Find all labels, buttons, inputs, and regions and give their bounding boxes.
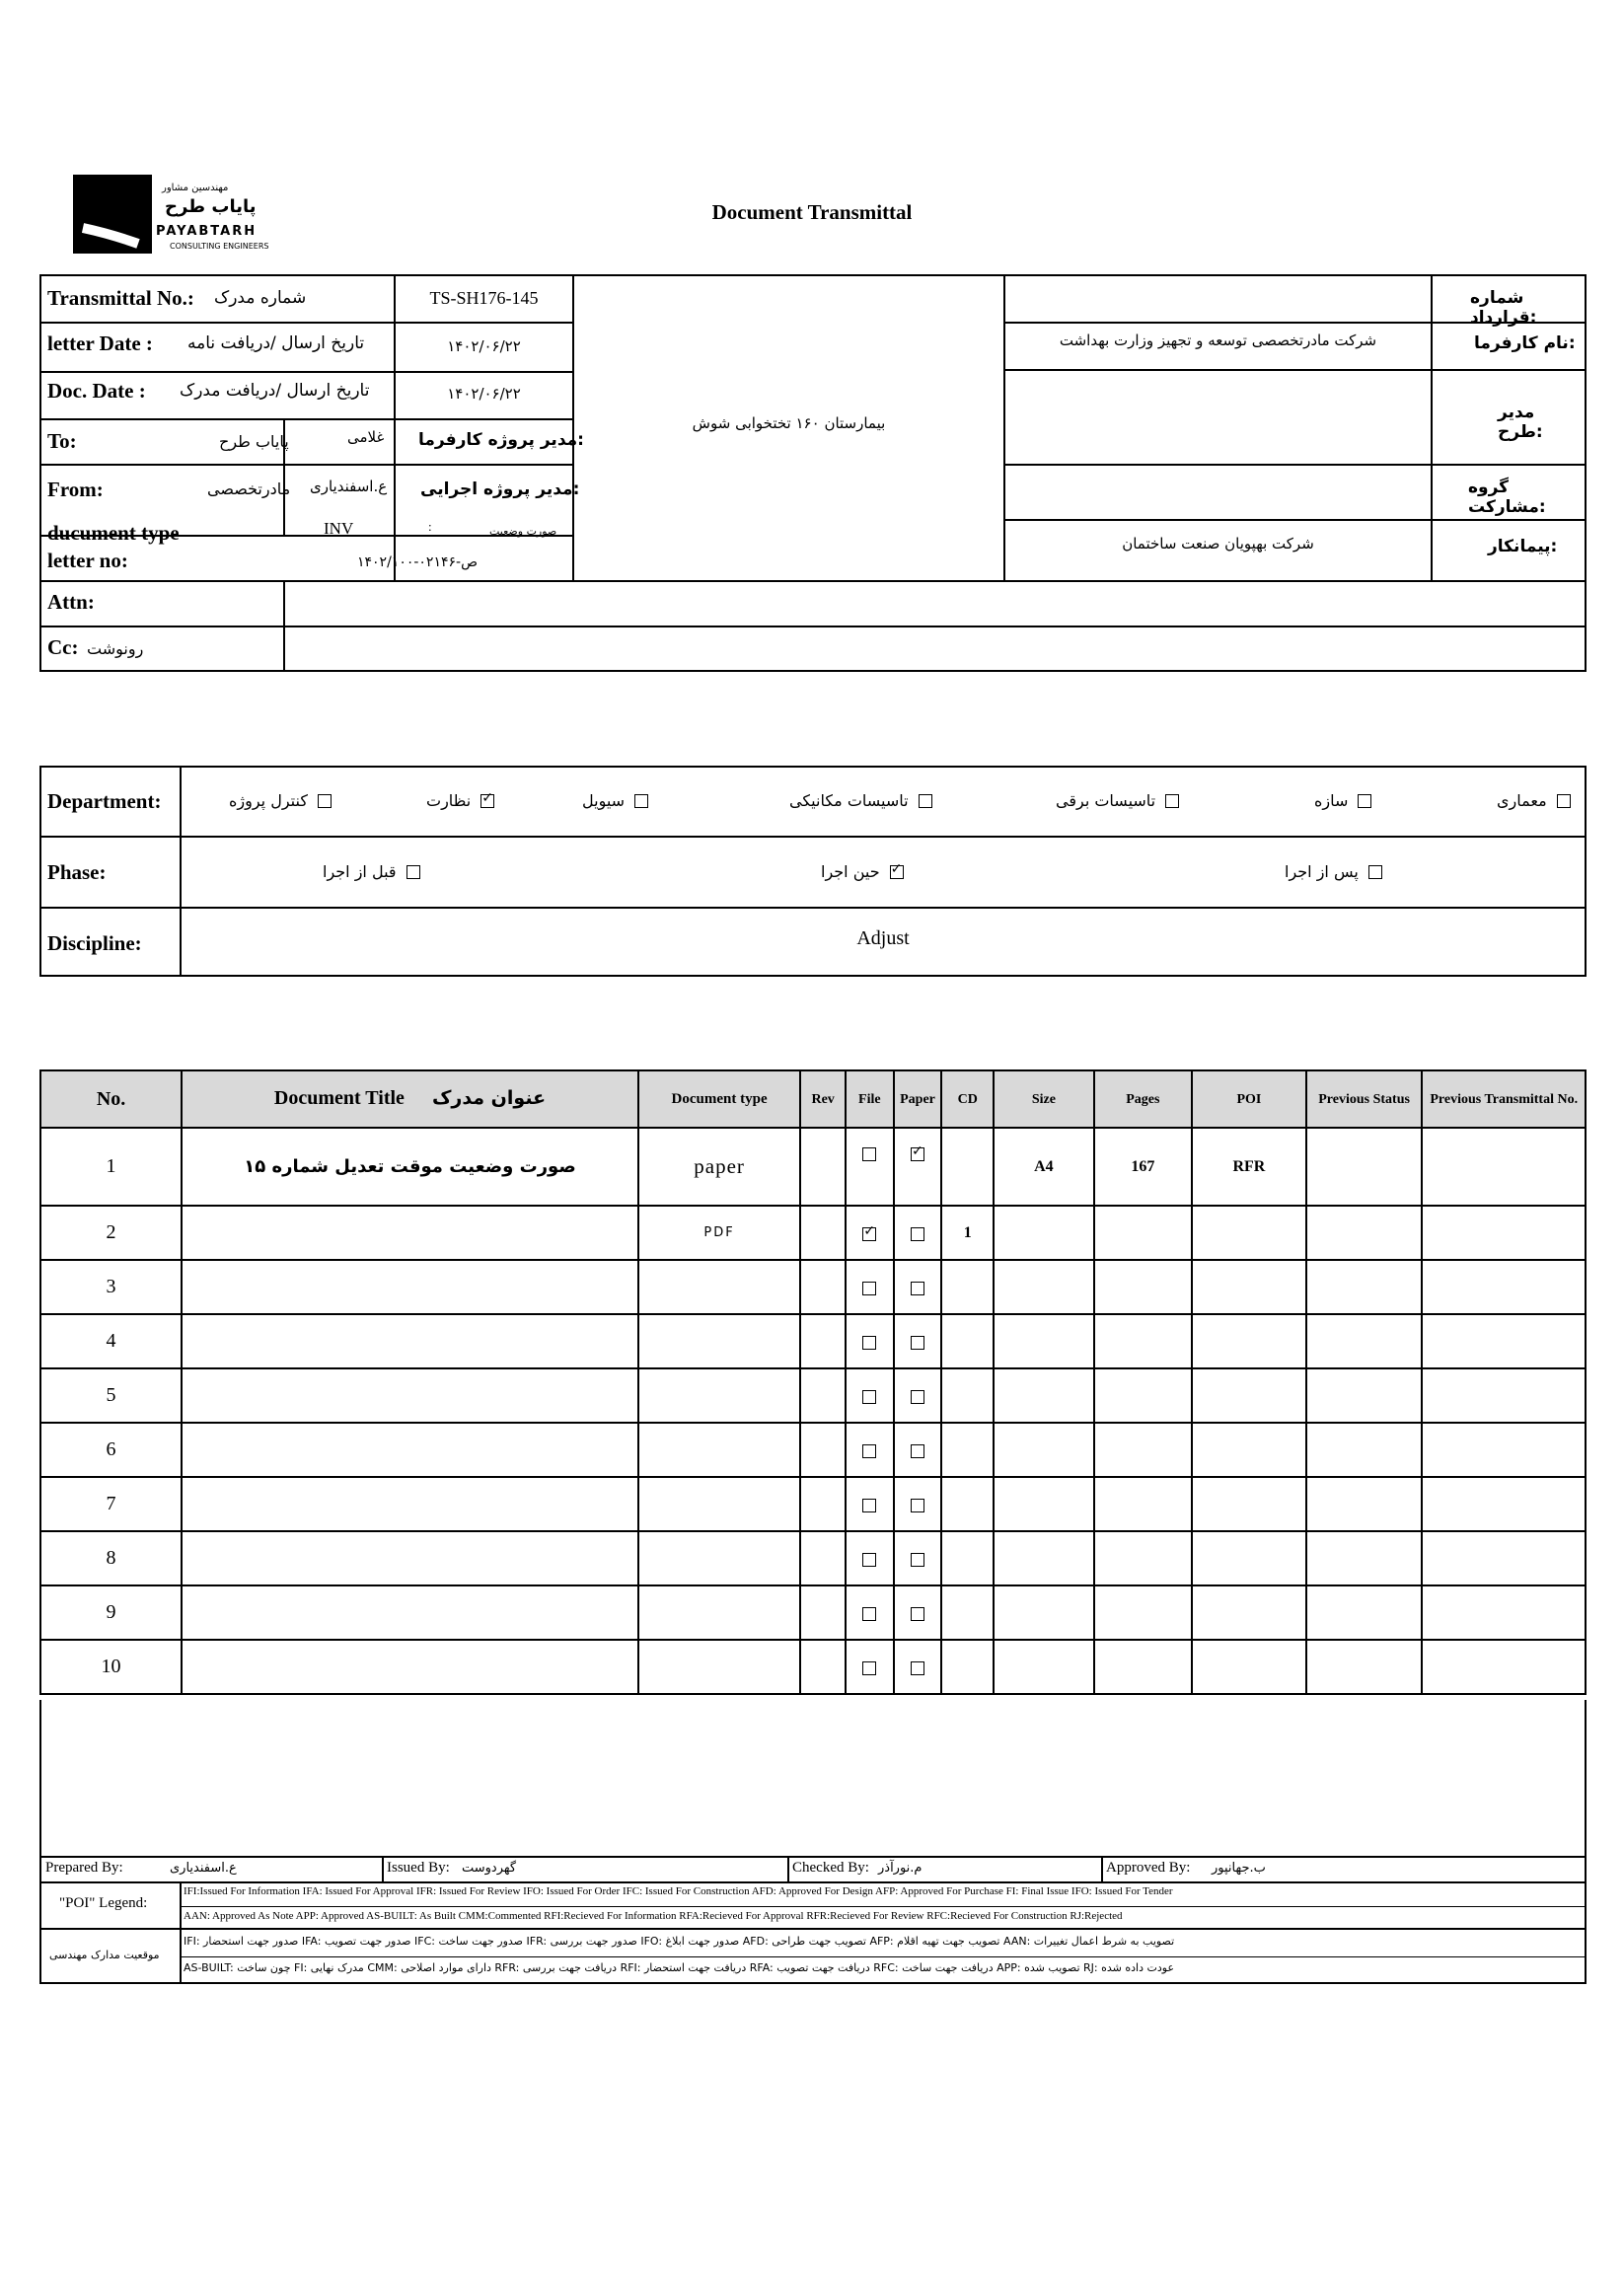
row-poi xyxy=(1192,1314,1306,1368)
row-title xyxy=(182,1260,638,1314)
employer-label: نام کارفرما: xyxy=(1474,333,1576,353)
row-cd xyxy=(941,1128,994,1206)
doc-type-label: ducument type xyxy=(47,521,180,545)
phase-option[interactable] xyxy=(323,862,420,881)
row-cd xyxy=(941,1260,994,1314)
row-size xyxy=(994,1477,1093,1531)
row-paper xyxy=(894,1640,942,1694)
letter-no-value: ۱۴۰۲/۱۰۰-ص-۰۲۱۴۶ xyxy=(357,554,478,570)
approved-by-label: Approved By: xyxy=(1106,1860,1191,1876)
row-paper xyxy=(894,1423,942,1477)
col-rev: Rev xyxy=(800,1070,846,1128)
status-legend-line-2: AS-BUILT: چون ساخت FI: مدرک نهایی CMM: دارای موارد اصلاحی RFR: دریافت جهت بررسی RFI: دریافت جهت استحضار RFA: دریافت جهت تصویب RFC: دریافت جهت ساخت APP: تصویب شده RJ: عودت داده شده xyxy=(184,1961,1175,1974)
transmittal-no-label-en: Transmittal No.: xyxy=(47,286,194,310)
row-paper xyxy=(894,1368,942,1423)
row-rev xyxy=(800,1640,846,1694)
department-checkbox[interactable] xyxy=(634,794,648,808)
from-value: مادرتخصصی xyxy=(207,479,291,498)
doc-date-label-en: Doc. Date : xyxy=(47,379,146,403)
row-prev-status xyxy=(1306,1531,1423,1585)
row-no: 9 xyxy=(40,1585,182,1640)
row-paper xyxy=(894,1128,942,1206)
row-prev-status xyxy=(1306,1477,1423,1531)
exec-pm-name: ع.اسفندیاری xyxy=(310,478,388,495)
footer-frame xyxy=(39,1856,1587,1984)
phase-checkbox[interactable] xyxy=(406,865,420,879)
department-option-label: تاسیسات برقی xyxy=(1056,791,1156,810)
file-checkbox[interactable] xyxy=(862,1499,876,1512)
row-doc-type xyxy=(638,1314,800,1368)
doc-date-label-fa: تاریخ ارسال /دریافت مدرک xyxy=(180,381,370,401)
row-doc-type xyxy=(638,1531,800,1585)
row-pages xyxy=(1094,1640,1192,1694)
poi-legend-line-1: IFI:Issued For Information IFA: Issued For Approval IFR: Issued For Review IFO: Issued For Order IFC: Issued For Construction AFD: Approved For Design AFP: Approved For Purchase FI: Final Issue IFO: Issued For Tender xyxy=(184,1885,1173,1897)
row-rev xyxy=(800,1128,846,1206)
department-checkbox[interactable] xyxy=(919,794,932,808)
logo-name-en: PAYABTARH xyxy=(156,224,258,239)
department-option[interactable] xyxy=(1497,791,1571,810)
row-file xyxy=(846,1260,894,1314)
row-doc-type xyxy=(638,1423,800,1477)
row-prev-transmittal xyxy=(1422,1128,1586,1206)
row-title xyxy=(182,1585,638,1640)
row-no: 3 xyxy=(40,1260,182,1314)
row-paper xyxy=(894,1260,942,1314)
paper-checkbox[interactable] xyxy=(911,1499,924,1512)
row-doc-type: paper xyxy=(638,1128,800,1206)
file-checkbox[interactable] xyxy=(862,1390,876,1404)
document-title: Document Transmittal xyxy=(711,200,913,224)
department-option-label: کنترل پروژه xyxy=(229,791,308,810)
row-pages xyxy=(1094,1368,1192,1423)
doc-type-colon: : xyxy=(428,519,432,534)
department-option[interactable] xyxy=(1056,791,1179,810)
row-prev-transmittal xyxy=(1422,1206,1586,1260)
row-size xyxy=(994,1314,1093,1368)
row-poi xyxy=(1192,1423,1306,1477)
table-row xyxy=(40,1368,1586,1423)
file-checkbox[interactable] xyxy=(862,1282,876,1295)
phase-option[interactable] xyxy=(1285,862,1382,881)
prepared-by: Prepared By: xyxy=(45,1860,123,1876)
phase-option[interactable] xyxy=(821,862,904,881)
file-checkbox[interactable] xyxy=(862,1553,876,1567)
row-rev xyxy=(800,1368,846,1423)
logo-subtitle: مهندسین مشاور xyxy=(162,183,229,193)
row-size xyxy=(994,1640,1093,1694)
row-prev-transmittal xyxy=(1422,1640,1586,1694)
row-title xyxy=(182,1531,638,1585)
file-checkbox[interactable] xyxy=(862,1147,876,1161)
status-legend-label: موقعیت مدارک مهندسی xyxy=(49,1949,160,1961)
cc-label-en: Cc: xyxy=(47,635,79,659)
row-prev-status xyxy=(1306,1260,1423,1314)
doc-type-value: INV xyxy=(324,519,354,538)
col-no: No. xyxy=(40,1070,182,1128)
classification-frame xyxy=(39,766,1587,977)
row-cd xyxy=(941,1477,994,1531)
row-file xyxy=(846,1640,894,1694)
row-size xyxy=(994,1260,1093,1314)
col-doc-type: Document type xyxy=(638,1070,800,1128)
attn-field[interactable] xyxy=(285,584,1585,626)
department-checkbox[interactable] xyxy=(480,794,494,808)
col-cd: CD xyxy=(941,1070,994,1128)
row-file xyxy=(846,1206,894,1260)
file-checkbox[interactable] xyxy=(862,1661,876,1675)
discipline-value: Adjust xyxy=(856,927,910,949)
documents-table xyxy=(39,1069,1587,1695)
from-label: From: xyxy=(47,478,104,501)
to-value: پایاب طرح xyxy=(219,432,289,451)
row-paper xyxy=(894,1206,942,1260)
col-pages: Pages xyxy=(1094,1070,1192,1128)
row-title xyxy=(182,1423,638,1477)
logo-tagline: CONSULTING ENGINEERS xyxy=(170,242,269,251)
col-poi: POI xyxy=(1192,1070,1306,1128)
employer-value: شرکت مادرتخصصی توسعه و تجهیز وزارت بهداشت xyxy=(1059,332,1377,349)
row-prev-status xyxy=(1306,1423,1423,1477)
row-no: 7 xyxy=(40,1477,182,1531)
table-header-row xyxy=(40,1070,1586,1128)
paper-checkbox[interactable] xyxy=(911,1336,924,1350)
approved-by-name: ب.جهانپور xyxy=(1212,1861,1266,1876)
letter-date-value: ۱۴۰۲/۰۶/۲۲ xyxy=(447,337,521,355)
row-pages: 167 xyxy=(1094,1128,1192,1206)
department-option-label: سیویل xyxy=(582,791,626,810)
row-cd xyxy=(941,1423,994,1477)
table-row xyxy=(40,1640,1586,1694)
row-pages xyxy=(1094,1260,1192,1314)
row-poi xyxy=(1192,1368,1306,1423)
file-checkbox[interactable] xyxy=(862,1444,876,1458)
row-prev-status xyxy=(1306,1206,1423,1260)
row-prev-status xyxy=(1306,1128,1423,1206)
col-size: Size xyxy=(994,1070,1093,1128)
department-option-label: تاسیسات مکانیکی xyxy=(789,791,909,810)
row-title xyxy=(182,1640,638,1694)
row-file xyxy=(846,1314,894,1368)
notes-area xyxy=(39,1700,1587,1858)
row-file xyxy=(846,1128,894,1206)
designer-label: مدیر طرح: xyxy=(1498,403,1543,442)
row-no: 6 xyxy=(40,1423,182,1477)
row-poi xyxy=(1192,1477,1306,1531)
row-doc-type xyxy=(638,1260,800,1314)
file-checkbox[interactable] xyxy=(862,1227,876,1241)
row-poi xyxy=(1192,1585,1306,1640)
cc-label-fa: رونوشت xyxy=(87,639,144,658)
row-doc-type xyxy=(638,1640,800,1694)
row-rev xyxy=(800,1477,846,1531)
row-cd: 1 xyxy=(941,1206,994,1260)
row-file xyxy=(846,1531,894,1585)
cc-field[interactable] xyxy=(285,629,1585,670)
row-prev-transmittal xyxy=(1422,1585,1586,1640)
transmittal-no-label-fa: شماره مدرک xyxy=(214,288,307,308)
department-option[interactable] xyxy=(229,791,332,810)
poi-legend-line-2: AAN: Approved As Note APP: Approved AS-BUILT: As Built CMM:Commented RFI:Recieved For Information RFA:Recieved For Approval RFR:Recieved For Review RFC:Recieved For Construction RJ:Rejected xyxy=(184,1910,1123,1922)
paper-checkbox[interactable] xyxy=(911,1227,924,1241)
table-row xyxy=(40,1206,1586,1260)
row-no: 1 xyxy=(40,1128,182,1206)
row-cd xyxy=(941,1531,994,1585)
row-paper xyxy=(894,1477,942,1531)
table-row xyxy=(40,1477,1586,1531)
paper-checkbox[interactable] xyxy=(911,1147,924,1161)
phase-option-label: قبل از اجرا xyxy=(323,862,397,881)
paper-checkbox[interactable] xyxy=(911,1444,924,1458)
issued-by-label: Issued By: xyxy=(387,1860,450,1876)
row-pages xyxy=(1094,1423,1192,1477)
row-prev-transmittal xyxy=(1422,1314,1586,1368)
department-checkbox[interactable] xyxy=(1557,794,1571,808)
contractor-value: شرکت بهپویان صنعت ساختمان xyxy=(1122,535,1314,553)
phase-checkbox[interactable] xyxy=(1368,865,1382,879)
doc-date-value: ۱۴۰۲/۰۶/۲۲ xyxy=(447,385,521,403)
doc-type-fa: صورت وضعیت xyxy=(489,525,557,538)
discipline-label: Discipline: xyxy=(47,931,142,955)
row-paper xyxy=(894,1531,942,1585)
row-size xyxy=(994,1585,1093,1640)
table-row xyxy=(40,1260,1586,1314)
row-rev xyxy=(800,1260,846,1314)
row-doc-type xyxy=(638,1477,800,1531)
row-title xyxy=(182,1368,638,1423)
department-option-label: معماری xyxy=(1497,791,1547,810)
row-size xyxy=(994,1368,1093,1423)
paper-checkbox[interactable] xyxy=(911,1607,924,1621)
row-poi: RFR xyxy=(1192,1128,1306,1206)
table-row xyxy=(40,1423,1586,1477)
table-row xyxy=(40,1531,1586,1585)
col-paper: Paper xyxy=(894,1070,942,1128)
row-title xyxy=(182,1477,638,1531)
row-prev-transmittal xyxy=(1422,1423,1586,1477)
row-pages xyxy=(1094,1314,1192,1368)
row-rev xyxy=(800,1314,846,1368)
paper-checkbox[interactable] xyxy=(911,1553,924,1567)
row-prev-transmittal xyxy=(1422,1477,1586,1531)
row-rev xyxy=(800,1423,846,1477)
department-option[interactable] xyxy=(582,791,648,810)
row-rev xyxy=(800,1531,846,1585)
row-pages xyxy=(1094,1206,1192,1260)
row-no: 5 xyxy=(40,1368,182,1423)
row-cd xyxy=(941,1640,994,1694)
row-prev-transmittal xyxy=(1422,1368,1586,1423)
paper-checkbox[interactable] xyxy=(911,1282,924,1295)
row-cd xyxy=(941,1368,994,1423)
row-doc-type xyxy=(638,1585,800,1640)
letter-date-label-fa: تاریخ ارسال /دریافت نامه xyxy=(187,333,365,353)
col-file: File xyxy=(846,1070,894,1128)
row-size: A4 xyxy=(994,1128,1093,1206)
table-row xyxy=(40,1585,1586,1640)
row-paper xyxy=(894,1314,942,1368)
file-checkbox[interactable] xyxy=(862,1336,876,1350)
row-no: 2 xyxy=(40,1206,182,1260)
row-doc-type xyxy=(638,1368,800,1423)
department-checkbox[interactable] xyxy=(1358,794,1371,808)
row-pages xyxy=(1094,1531,1192,1585)
col-prev-status: Previous Status xyxy=(1306,1070,1423,1128)
department-option-label: نظارت xyxy=(426,791,472,810)
attn-label: Attn: xyxy=(47,590,95,614)
row-title: صورت وضعیت موقت تعدیل شماره ۱۵ xyxy=(182,1128,638,1206)
checked-by-name: م.نورآذر xyxy=(878,1861,923,1876)
row-prev-status xyxy=(1306,1585,1423,1640)
letter-no-label: letter no: xyxy=(47,549,128,572)
row-prev-status xyxy=(1306,1640,1423,1694)
prepared-by-name: ع.اسفندیاری xyxy=(170,1861,237,1876)
department-option[interactable] xyxy=(789,791,932,810)
employer-pm-name: غلامی xyxy=(347,428,385,446)
row-paper xyxy=(894,1585,942,1640)
row-cd xyxy=(941,1314,994,1368)
poi-legend-label: "POI" Legend: xyxy=(59,1895,148,1911)
project-name: بیمارستان ۱۶۰ تختخوابی شوش xyxy=(692,414,886,432)
table-row xyxy=(40,1128,1586,1206)
row-poi xyxy=(1192,1260,1306,1314)
phase-option-label: حین اجرا xyxy=(821,862,880,881)
contract-no-label: شماره قرارداد: xyxy=(1470,288,1537,328)
row-prev-transmittal xyxy=(1422,1531,1586,1585)
row-poi xyxy=(1192,1640,1306,1694)
row-rev xyxy=(800,1206,846,1260)
row-no: 4 xyxy=(40,1314,182,1368)
department-checkbox[interactable] xyxy=(1165,794,1179,808)
row-doc-type: PDF xyxy=(638,1206,800,1260)
col-prev-transmittal: Previous Transmittal No. xyxy=(1422,1070,1586,1128)
department-option-label: سازه xyxy=(1314,791,1349,810)
issued-by-name: گهردوست xyxy=(462,1861,517,1876)
department-label: Department: xyxy=(47,789,162,813)
phase-checkbox[interactable] xyxy=(890,865,904,879)
paper-checkbox[interactable] xyxy=(911,1390,924,1404)
row-prev-status xyxy=(1306,1368,1423,1423)
row-file xyxy=(846,1368,894,1423)
table-row xyxy=(40,1314,1586,1368)
phase-label: Phase: xyxy=(47,860,107,884)
row-prev-status xyxy=(1306,1314,1423,1368)
employer-pm-label: مدیر پروژه کارفرما: xyxy=(418,430,584,450)
header-frame xyxy=(39,274,1587,672)
transmittal-no-value: TS-SH176-145 xyxy=(429,288,539,308)
status-legend-line-1: IFI: صدور جهت استحضار IFA: صدور جهت تصویب IFC: صدور جهت ساخت IFR: صدور جهت بررسی IFO: صدور جهت ابلاغ AFD: تصویب جهت طراحی AFP: تصویب جهت تهیه اقلام AAN: تصویب به شرط اعمال تغییرات xyxy=(184,1935,1175,1948)
paper-checkbox[interactable] xyxy=(911,1661,924,1675)
row-size xyxy=(994,1206,1093,1260)
row-size xyxy=(994,1531,1093,1585)
row-pages xyxy=(1094,1585,1192,1640)
partnership-label: گروه مشارکت: xyxy=(1468,478,1546,517)
letter-date-label-en: letter Date : xyxy=(47,332,153,355)
row-rev xyxy=(800,1585,846,1640)
row-file xyxy=(846,1423,894,1477)
checked-by-label: Checked By: xyxy=(792,1860,869,1876)
department-option[interactable] xyxy=(426,791,494,810)
row-file xyxy=(846,1477,894,1531)
department-checkbox[interactable] xyxy=(318,794,332,808)
row-no: 8 xyxy=(40,1531,182,1585)
col-title: Document Title عنوان مدرک xyxy=(182,1070,638,1128)
logo-name-fa: پایاب طرح xyxy=(165,196,257,217)
row-no: 10 xyxy=(40,1640,182,1694)
row-file xyxy=(846,1585,894,1640)
row-prev-transmittal xyxy=(1422,1260,1586,1314)
phase-option-label: پس از اجرا xyxy=(1285,862,1359,881)
row-poi xyxy=(1192,1531,1306,1585)
contractor-label: پیمانکار: xyxy=(1488,537,1558,556)
row-title xyxy=(182,1206,638,1260)
to-label: To: xyxy=(47,429,77,453)
department-option[interactable] xyxy=(1314,791,1371,810)
file-checkbox[interactable] xyxy=(862,1607,876,1621)
row-pages xyxy=(1094,1477,1192,1531)
row-size xyxy=(994,1423,1093,1477)
row-cd xyxy=(941,1585,994,1640)
row-poi xyxy=(1192,1206,1306,1260)
row-title xyxy=(182,1314,638,1368)
exec-pm-label: مدیر پروژه اجرایی: xyxy=(420,479,580,499)
